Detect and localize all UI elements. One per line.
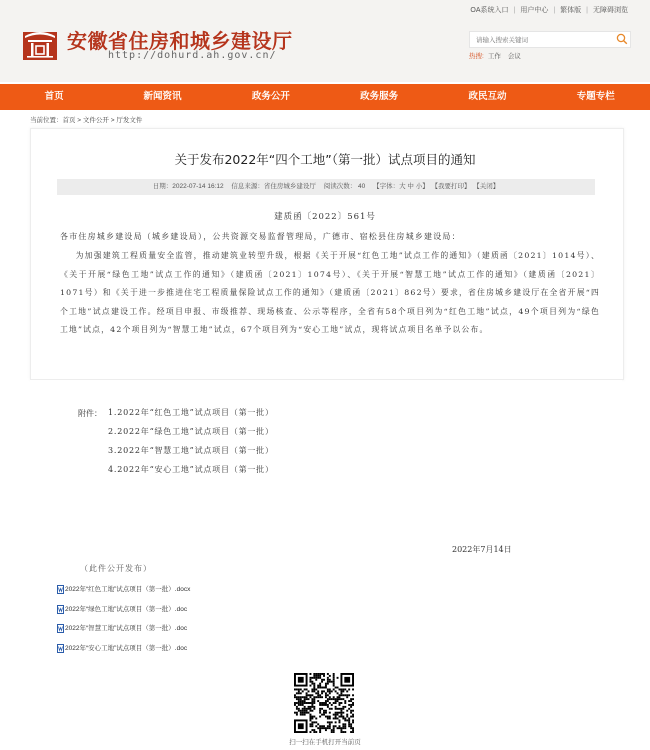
file-link[interactable]: [57, 604, 190, 624]
qr-code: [293, 673, 355, 733]
info-source: 信息来源：省住房城乡建设厅: [231, 183, 316, 190]
search-input[interactable]: [474, 33, 613, 47]
main-nav: [0, 84, 650, 110]
salutation: 各市住房城乡建设局（城乡建设局），公共资源交易监督管理局，广德市、宿松县住房城乡建设局：: [60, 232, 461, 241]
signed-date: 2022年7月14日: [452, 545, 512, 554]
print-button[interactable]: 【我要打印】: [434, 183, 471, 190]
file-name[interactable]: 2022年“安心工地”试点项目（第一批）.doc: [65, 644, 188, 652]
document-number: 建质函〔2022〕561号: [274, 212, 376, 222]
word-document-icon: [57, 585, 64, 594]
publish-date: 日期：2022-07-14 16:12: [152, 183, 224, 190]
search-icon[interactable]: [616, 33, 628, 45]
nav-gov-services[interactable]: 政务服务: [360, 91, 399, 102]
attachment-item: 2.2022年“绿色工地”试点项目（第一批）: [108, 427, 274, 436]
breadcrumb[interactable]: 当前位置：首页 > 文件公开 > 厅发文件: [30, 117, 143, 124]
traditional-chinese-link[interactable]: 繁体版: [560, 7, 582, 14]
hot-search-label: 热搜:: [469, 53, 484, 60]
file-name[interactable]: 2022年“红色工地”试点项目（第一批）.docx: [65, 586, 191, 593]
site-url: http://dohurd.ah.gov.cn/: [108, 50, 277, 61]
hot-search-term[interactable]: 会议: [507, 53, 521, 60]
nav-home[interactable]: 首页: [44, 91, 64, 102]
article-body: 为加强建筑工程质量安全监管，推动建筑业转型升级，根据《关于开展“红色工地”试点工作的通知》（建质函〔2021〕1014号）、《关于开展“绿色工地”试点工作的通知》（建质函〔2021〕1074号）、《关于开展“智慧工地”试点工作的通知》（建质函〔2021〕1071号）和《关于进一步推进住宅工程质量保险试点工作的通知》（建质函〔2021〕862号）要求，省住房城乡建设厅在全省开展“四个工地”试点建设工作。经项目申报、市级推荐、现场核查、公示等程序，全省有58个项目列为“红色工地”试点，49个项目列为“绿色工地”试点，42个项目列为“智慧工地”试点，67个项目列为“安心工地”试点，现将试点项目名单予以公布。: [60, 251, 600, 335]
file-name[interactable]: 2022年“智慧工地”试点项目（第一批）.doc: [65, 625, 188, 632]
file-link[interactable]: [57, 623, 190, 643]
nav-special-topics[interactable]: 专题专栏: [576, 91, 615, 102]
attachments-list: [108, 403, 274, 479]
nav-gov-disclosure[interactable]: 政务公开: [251, 91, 290, 102]
hot-search: [469, 51, 528, 60]
public-release-note: （此件公开发布）: [80, 564, 152, 573]
attachments-label: 附件：: [78, 409, 102, 418]
article-title: 关于发布2022年“四个工地”（第一批）试点项目的通知: [174, 152, 476, 167]
accessibility-link[interactable]: 无障碍浏览: [593, 7, 628, 14]
view-count: 阅读次数： 40: [323, 183, 366, 190]
top-links: OA系统入口 | 用户中心 | 繁体版 | 无障碍浏览: [470, 7, 628, 14]
nav-news[interactable]: 新闻资讯: [143, 91, 182, 102]
file-link[interactable]: [57, 584, 190, 604]
site-logo-icon[interactable]: [22, 26, 58, 62]
file-downloads: [57, 584, 190, 662]
word-document-icon: [57, 644, 64, 653]
article-meta-bar: [57, 179, 595, 195]
qr-caption: 扫一扫在手机打开当前页: [289, 739, 361, 746]
word-document-icon: [57, 624, 64, 633]
site-title[interactable]: 安徽省住房和城乡建设厅: [67, 29, 293, 53]
user-center-link[interactable]: 用户中心: [520, 7, 549, 14]
nav-interaction[interactable]: 政民互动: [468, 91, 507, 102]
font-size-control[interactable]: 【字体：大 中 小】: [373, 183, 429, 190]
attachment-item: 3.2022年“智慧工地”试点项目（第一批）: [108, 446, 274, 455]
hot-search-term[interactable]: 工作: [487, 53, 501, 60]
word-document-icon: [57, 605, 64, 614]
attachment-item: 1.2022年“红色工地”试点项目（第一批）: [108, 408, 274, 417]
file-name[interactable]: 2022年“绿色工地”试点项目（第一批）.doc: [65, 605, 188, 613]
search-box: [469, 31, 631, 48]
attachment-item: 4.2022年“安心工地”试点项目（第一批）: [108, 465, 274, 474]
close-button[interactable]: 【关闭】: [476, 183, 500, 190]
oa-login-link[interactable]: OA系统入口: [470, 7, 509, 14]
site-header: [0, 0, 650, 82]
file-link[interactable]: [57, 643, 190, 663]
